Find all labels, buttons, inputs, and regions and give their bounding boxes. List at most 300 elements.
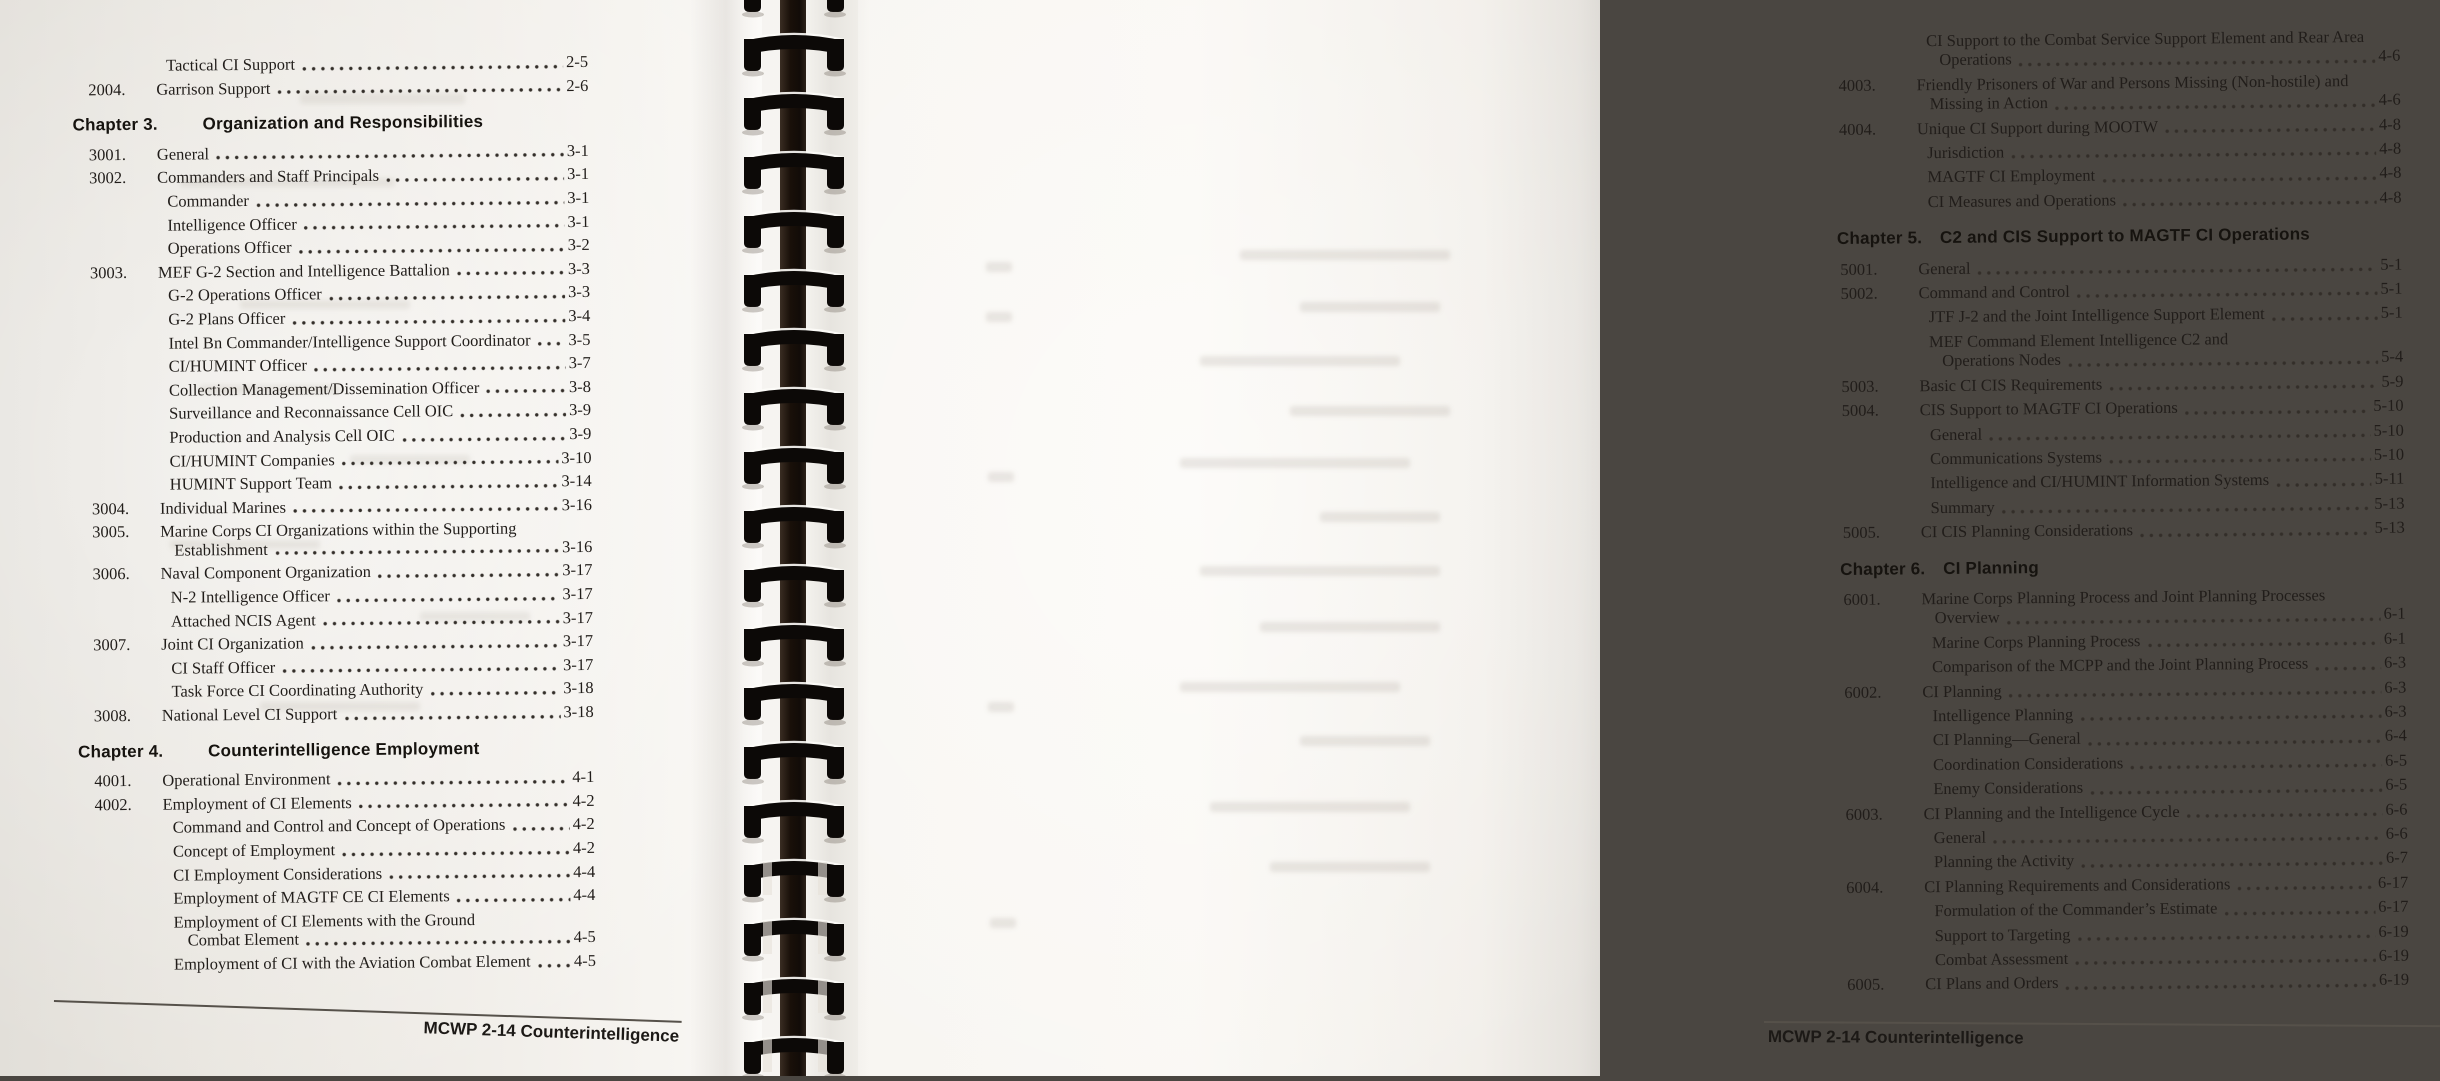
left-toc <box>72 50 597 977</box>
left-page <box>0 0 762 1076</box>
entry-title: CI Staff Officer <box>171 657 276 678</box>
section-number <box>95 911 163 912</box>
entry-title: Basic CI CIS Requirements <box>1919 374 2103 395</box>
page-number: 3-3 <box>567 258 590 278</box>
section-number: 5002. <box>1840 283 1878 304</box>
entry-title: Planning the Activity <box>1933 851 2075 872</box>
entry-body <box>1929 325 2403 373</box>
entry-title: Comparison of the MCPP and the Joint Planning Process <box>1932 653 2309 677</box>
entry-title: Enemy Considerations <box>1933 777 2084 799</box>
dot-leader <box>302 63 563 72</box>
entry-title: G-2 Operations Officer <box>168 284 322 306</box>
section-number <box>91 378 159 379</box>
page-number: 6-3 <box>2384 677 2407 697</box>
dot-leader <box>216 152 564 162</box>
section-number <box>1847 924 1925 925</box>
entry-title: Garrison Support <box>156 78 271 99</box>
entry-title: Joint CI Organization <box>161 633 304 654</box>
dot-leader <box>457 896 571 904</box>
section-number: 2004. <box>88 79 126 99</box>
section-number <box>91 402 159 403</box>
section-number <box>88 54 156 55</box>
section-number: 3007. <box>93 635 131 655</box>
section-number <box>1842 472 1920 473</box>
entry-title: Commanders and Staff Principals <box>156 166 380 188</box>
toc-entry-row <box>94 700 594 728</box>
page-number: 6-1 <box>2383 603 2406 624</box>
section-number: 4001. <box>94 771 132 791</box>
entry-title: Employment of CI Elements <box>162 792 352 814</box>
section-number: 5004. <box>1841 400 1879 421</box>
dot-leader <box>378 571 559 580</box>
dot-leader <box>2007 616 2381 627</box>
dot-leader <box>282 666 560 675</box>
dot-leader <box>304 222 565 231</box>
page-number: 6-4 <box>2384 725 2407 746</box>
toc-entry-row <box>1840 185 2402 215</box>
page-number: 6-6 <box>2385 799 2408 819</box>
page-number: 3-14 <box>561 471 592 491</box>
entry-title: CI/HUMINT Officer <box>168 355 308 376</box>
left-footer <box>53 1000 682 1047</box>
entry-title: CI Planning Requirements and Considerations <box>1924 874 2231 897</box>
page-number: 4-8 <box>2379 138 2402 158</box>
entry-title: Naval Component Organization <box>160 562 372 584</box>
entry-title: Employment of CI Elements with the Ground <box>173 909 476 932</box>
section-number <box>1845 777 1923 778</box>
page-number: 6-17 <box>2378 896 2409 917</box>
chapter-label: Chapter 3. <box>72 114 158 135</box>
bleedthrough-ghost <box>986 312 1012 322</box>
dot-leader <box>2147 640 2381 649</box>
entry-title: CI CIS Planning Considerations <box>1920 520 2134 542</box>
entry-title: Attached NCIS Agent <box>170 610 316 631</box>
section-number <box>1840 190 1918 191</box>
page-number: 3-16 <box>561 536 593 557</box>
entry-body <box>1916 68 2400 116</box>
bleedthrough-ghost <box>1260 622 1440 632</box>
toc-chapter-row <box>73 109 589 137</box>
page-number: 3-7 <box>568 353 591 373</box>
bleedthrough-ghost <box>986 262 1012 272</box>
dot-leader <box>2272 315 2378 323</box>
page-number: 2-5 <box>566 51 589 72</box>
entry-title: JTF J-2 and the Joint Intelligence Support Element <box>1928 304 2265 327</box>
entry-continuation: Overview <box>1934 607 2000 628</box>
dot-leader <box>2185 407 2371 416</box>
page-number: 5-1 <box>2380 278 2403 298</box>
dot-leader <box>1993 835 2383 846</box>
entry-title: Operations Officer <box>167 237 292 258</box>
bleedthrough-ghost <box>1240 250 1450 260</box>
dot-leader <box>359 802 570 811</box>
entry-title: Employment of CI with the Aviation Combat Element <box>173 951 531 974</box>
dot-leader <box>338 778 570 787</box>
section-number <box>90 237 158 238</box>
section-number: 3002. <box>88 168 127 188</box>
entry-title: General <box>1918 258 1971 278</box>
dot-leader <box>342 458 559 467</box>
entry-title: Coordination Considerations <box>1932 753 2124 774</box>
section-number <box>95 863 163 864</box>
page-number: 5-10 <box>2373 420 2404 440</box>
entry-title: Marine Corps Planning Process and Joint Planning Processes <box>1921 585 2326 609</box>
section-number <box>91 426 159 427</box>
dot-leader <box>2066 982 2376 992</box>
toc-entry-row <box>95 907 595 954</box>
bleedthrough-ghost <box>990 918 1016 928</box>
section-number: 3005. <box>92 522 130 542</box>
page-number: 6-19 <box>2378 921 2409 941</box>
page-number: 5-10 <box>2373 395 2404 415</box>
entry-title: Unique CI Support during MOOTW <box>1916 116 2159 138</box>
toc-entry-row <box>1838 68 2400 117</box>
dot-leader <box>2009 689 2382 700</box>
page-number: 3-17 <box>562 607 594 627</box>
page-number: 4-2 <box>572 790 595 810</box>
entry-title: Jurisdiction <box>1927 142 2005 163</box>
entry-continuation: Combat Element <box>187 929 300 950</box>
dot-leader <box>2187 811 2383 820</box>
dot-leader <box>2011 150 2376 161</box>
entry-title: CI Planning—General <box>1932 729 2081 750</box>
dot-leader <box>339 482 558 491</box>
entry-title: General <box>1929 424 1983 444</box>
chapter-label: Chapter 6. <box>1840 558 1926 579</box>
entry-title: Combat Assessment <box>1934 948 2069 970</box>
dot-leader <box>2123 199 2377 208</box>
entry-title: Tactical CI Support <box>166 54 296 75</box>
section-number <box>1846 851 1924 852</box>
page-number: 4-4 <box>573 861 596 881</box>
entry-body <box>162 700 594 727</box>
entry-title: Intelligence Planning <box>1932 704 2074 726</box>
dot-leader <box>512 825 569 832</box>
toc-entry-row <box>96 949 596 977</box>
entry-title: MEF Command Element Intelligence C2 and <box>1928 329 2229 352</box>
right-footer-rule <box>1764 1021 2440 1027</box>
chapter-title: CI Planning <box>1943 557 2039 578</box>
entry-title: G-2 Plans Officer <box>168 308 286 329</box>
page-number: 5-9 <box>2381 371 2404 391</box>
page-number: 4-4 <box>573 885 596 905</box>
entry-title: CI Planning and the Intelligence Cycle <box>1923 801 2180 823</box>
dot-leader <box>344 713 560 722</box>
dot-leader <box>2224 909 2375 917</box>
dot-leader <box>389 872 570 881</box>
entry-title: Employment of MAGTF CE CI Elements <box>173 886 450 908</box>
toc-entry-row <box>1847 968 2409 998</box>
dot-leader <box>323 619 560 628</box>
section-number <box>1838 29 1916 30</box>
dot-leader <box>2002 505 2372 516</box>
page-number: 6-19 <box>2378 945 2409 965</box>
section-number <box>96 953 164 954</box>
dot-leader <box>2276 481 2372 489</box>
section-number: 4002. <box>94 794 132 815</box>
chapter-title: C2 and CIS Support to MAGTF CI Operations <box>1939 224 2311 248</box>
page-number: 6-19 <box>2378 969 2410 990</box>
section-number <box>93 680 161 681</box>
dot-leader <box>2088 738 2382 748</box>
toc-entry-row <box>1843 583 2405 632</box>
dot-leader <box>306 938 571 947</box>
entry-body <box>1926 25 2400 73</box>
dot-leader <box>2019 58 2376 68</box>
toc-chapter-row <box>1837 222 2402 252</box>
dot-leader <box>2165 126 2376 135</box>
page-number: 3-5 <box>568 329 591 349</box>
bleedthrough-ghost <box>1300 736 1430 746</box>
page-number: 6-1 <box>2383 628 2406 648</box>
entry-title: General <box>156 144 210 164</box>
dot-leader <box>2075 957 2375 967</box>
section-number: 3003. <box>89 262 128 283</box>
section-number <box>1844 631 1922 632</box>
dot-leader <box>538 962 571 969</box>
dot-leader <box>2081 860 2383 870</box>
chapter-label: Chapter 5. <box>1836 228 1923 249</box>
entry-title: N-2 Intelligence Officer <box>170 586 330 607</box>
entry-body <box>174 949 596 976</box>
page-number: 4-6 <box>2378 46 2401 66</box>
dot-leader <box>256 199 564 209</box>
dot-leader <box>2077 290 2378 300</box>
dot-leader <box>2315 664 2381 672</box>
dot-leader <box>486 388 566 396</box>
chapter-label: Chapter 4. <box>78 741 164 762</box>
page-number: 3-17 <box>562 560 593 580</box>
right-page <box>858 0 2410 1076</box>
toc-entry-row <box>88 74 588 102</box>
entry-title: National Level CI Support <box>161 704 338 725</box>
dot-leader <box>1989 432 2371 443</box>
page-number: 4-8 <box>2379 187 2402 207</box>
page-number: 4-6 <box>2378 89 2401 110</box>
page-number: 5-13 <box>2374 517 2405 537</box>
entry-title: Friendly Prisoners of War and Persons Missing (Non-hostile) and <box>1916 70 2349 95</box>
section-number: 4004. <box>1838 119 1877 139</box>
right-footer <box>1764 1021 2440 1051</box>
dot-leader <box>2109 456 2371 466</box>
entry-body <box>1921 516 2405 545</box>
section-number: 6004. <box>1846 877 1884 897</box>
page-number: 6-3 <box>2384 652 2407 672</box>
dot-leader <box>2109 383 2378 393</box>
page-number: 5-4 <box>2381 346 2404 367</box>
page-number: 4-5 <box>573 950 597 971</box>
section-number <box>90 308 158 309</box>
page-number: 3-1 <box>567 187 590 208</box>
entry-title: Intel Bn Commander/Intelligence Support Coordinator <box>168 330 531 353</box>
page-number: 5-1 <box>2380 254 2403 274</box>
entry-title: Intelligence and CI/HUMINT Information Systems <box>1930 470 2270 493</box>
dot-leader <box>402 435 567 443</box>
entry-title: CI Planning <box>1922 681 2002 701</box>
comb-binding <box>722 0 862 1076</box>
dot-leader <box>538 340 566 347</box>
dot-leader <box>2068 359 2378 369</box>
entry-title: Surveillance and Reconnaissance Cell OIC <box>169 401 454 423</box>
entry-title: General <box>1933 827 1987 848</box>
right-footer-text: MCWP 2-14 Counterintelligence <box>1767 1027 2024 1048</box>
page-number: 5-11 <box>2374 468 2405 489</box>
entry-body <box>1921 583 2405 631</box>
bleedthrough-ghost <box>1180 682 1400 692</box>
section-number <box>91 355 159 356</box>
toc-entry-row <box>1843 516 2405 546</box>
section-number: 4003. <box>1838 75 1876 95</box>
entry-title: CI Support to the Combat Service Support Element and Rear Area <box>1926 26 2365 51</box>
toc-entry-row <box>92 516 592 563</box>
entry-title: Collection Management/Dissemination Officer <box>168 377 480 400</box>
section-number: 6005. <box>1847 975 1885 995</box>
dot-leader <box>337 595 560 604</box>
dot-leader <box>342 849 570 858</box>
left-footer-text: MCWP 2-14 Counterintelligence <box>423 1018 680 1046</box>
chapter-title: Organization and Responsibilities <box>202 112 484 134</box>
toc-chapter-row <box>1840 552 2405 582</box>
dot-leader <box>277 86 563 95</box>
section-number <box>1845 729 1923 730</box>
bleedthrough-ghost <box>1200 566 1440 576</box>
page-number: 5-1 <box>2380 303 2403 323</box>
page-number: 4-5 <box>573 927 596 947</box>
page-number: 6-6 <box>2385 823 2408 843</box>
entry-title: Command and Control and Concept of Operations <box>172 815 506 838</box>
section-number <box>93 609 161 610</box>
dot-leader <box>293 506 559 515</box>
entry-title: MAGTF CI Employment <box>1927 165 2096 187</box>
dot-leader <box>1978 266 2378 277</box>
section-number: 3008. <box>93 706 131 726</box>
dot-leader <box>457 270 565 278</box>
page-number: 3-17 <box>563 654 594 675</box>
dot-leader <box>275 548 559 557</box>
bleedthrough-ghost <box>1200 356 1400 366</box>
page-number: 3-9 <box>569 400 592 420</box>
entry-title: Task Force CI Coordinating Authority <box>171 679 424 702</box>
entry-title: CI/HUMINT Companies <box>169 449 335 471</box>
page-number: 3-1 <box>567 211 590 231</box>
section-number <box>1842 447 1920 448</box>
page-number: 4-2 <box>572 814 595 834</box>
section-number <box>1844 655 1922 656</box>
dot-leader <box>386 175 564 184</box>
dot-leader <box>311 642 560 651</box>
comb-binding-graphic <box>722 0 862 1076</box>
page-number: 5-13 <box>2374 493 2405 513</box>
page-number: 3-18 <box>563 678 594 698</box>
dot-leader <box>460 411 566 419</box>
section-number <box>91 449 159 450</box>
page-number: 3-17 <box>562 584 593 604</box>
entry-body <box>1925 968 2409 997</box>
entry-title: Marine Corps CI Organizations within the Supporting <box>160 518 517 542</box>
section-number: 3001. <box>88 144 127 165</box>
bleedthrough-ghost <box>988 702 1014 712</box>
page-number: 3-10 <box>561 447 592 467</box>
page-number: 3-1 <box>566 140 589 160</box>
bleedthrough-ghost <box>1210 802 1410 812</box>
page-number: 4-8 <box>2378 114 2402 134</box>
page-number: 6-5 <box>2385 774 2408 794</box>
page-number: 3-4 <box>568 305 591 326</box>
dot-leader <box>2130 762 2382 771</box>
page-number: 3-2 <box>567 235 590 255</box>
section-number <box>92 473 160 474</box>
section-number <box>95 840 163 841</box>
entry-title: Intelligence Officer <box>167 214 297 235</box>
section-number <box>89 213 157 214</box>
page-number: 6-17 <box>2377 872 2409 892</box>
section-number: 3006. <box>92 564 130 584</box>
entry-continuation: Operations <box>1939 49 2012 70</box>
page-number: 2-6 <box>566 75 589 95</box>
page-number: 6-3 <box>2384 701 2407 721</box>
bleedthrough-ghost <box>1270 862 1430 872</box>
page-number: 4-2 <box>572 837 596 858</box>
section-number <box>1842 496 1920 497</box>
section-number <box>95 887 163 888</box>
toc-entry-row <box>1841 325 2403 374</box>
entry-continuation: Establishment <box>174 539 268 560</box>
section-number <box>1847 948 1925 949</box>
entry-title: Concept of Employment <box>172 840 336 861</box>
entry-title: Command and Control <box>1918 281 2070 303</box>
entry-title: Summary <box>1930 497 1995 517</box>
page-number: 3-8 <box>568 376 591 396</box>
dot-leader <box>292 317 565 326</box>
page-number: 3-17 <box>562 631 594 651</box>
right-toc <box>1838 25 2409 998</box>
section-number <box>1845 753 1923 754</box>
bleedthrough-ghost <box>1320 512 1440 522</box>
dot-leader <box>329 293 565 302</box>
entry-body <box>1928 185 2402 214</box>
section-number: 5003. <box>1841 376 1879 396</box>
dot-leader <box>299 246 565 255</box>
chapter-title: Counterintelligence Employment <box>207 738 480 760</box>
dot-leader <box>2090 786 2382 796</box>
section-number <box>90 331 158 332</box>
entry-title: Communications Systems <box>1930 447 2103 469</box>
section-number: 6003. <box>1845 804 1883 824</box>
dot-leader <box>2080 713 2381 723</box>
entry-continuation: Missing in Action <box>1929 93 2049 114</box>
bleedthrough-ghost <box>1290 406 1450 416</box>
page-number: 3-16 <box>561 494 593 514</box>
entry-title: Formulation of the Commander’s Estimate <box>1934 898 2218 921</box>
page-number: 4-8 <box>2379 163 2402 183</box>
bleedthrough-ghost <box>1300 302 1440 312</box>
section-number <box>1839 166 1917 167</box>
page-number: 3-3 <box>568 282 591 302</box>
dot-leader <box>314 364 566 373</box>
page-number: 3-9 <box>569 423 592 444</box>
page-number: 6-5 <box>2384 750 2408 770</box>
entry-title: CI Plans and Orders <box>1925 973 2059 994</box>
bleedthrough-ghost <box>1180 458 1410 468</box>
dot-leader <box>2055 101 2376 111</box>
entry-title: CIS Support to MAGTF CI Operations <box>1919 397 2178 420</box>
entry-continuation: Operations Nodes <box>1942 350 2061 371</box>
entry-title: Operational Environment <box>162 769 331 790</box>
entry-body <box>173 907 595 953</box>
entry-title: Individual Marines <box>159 497 287 518</box>
page-number: 6-7 <box>2385 847 2409 868</box>
entry-title: Support to Targeting <box>1934 924 2071 945</box>
